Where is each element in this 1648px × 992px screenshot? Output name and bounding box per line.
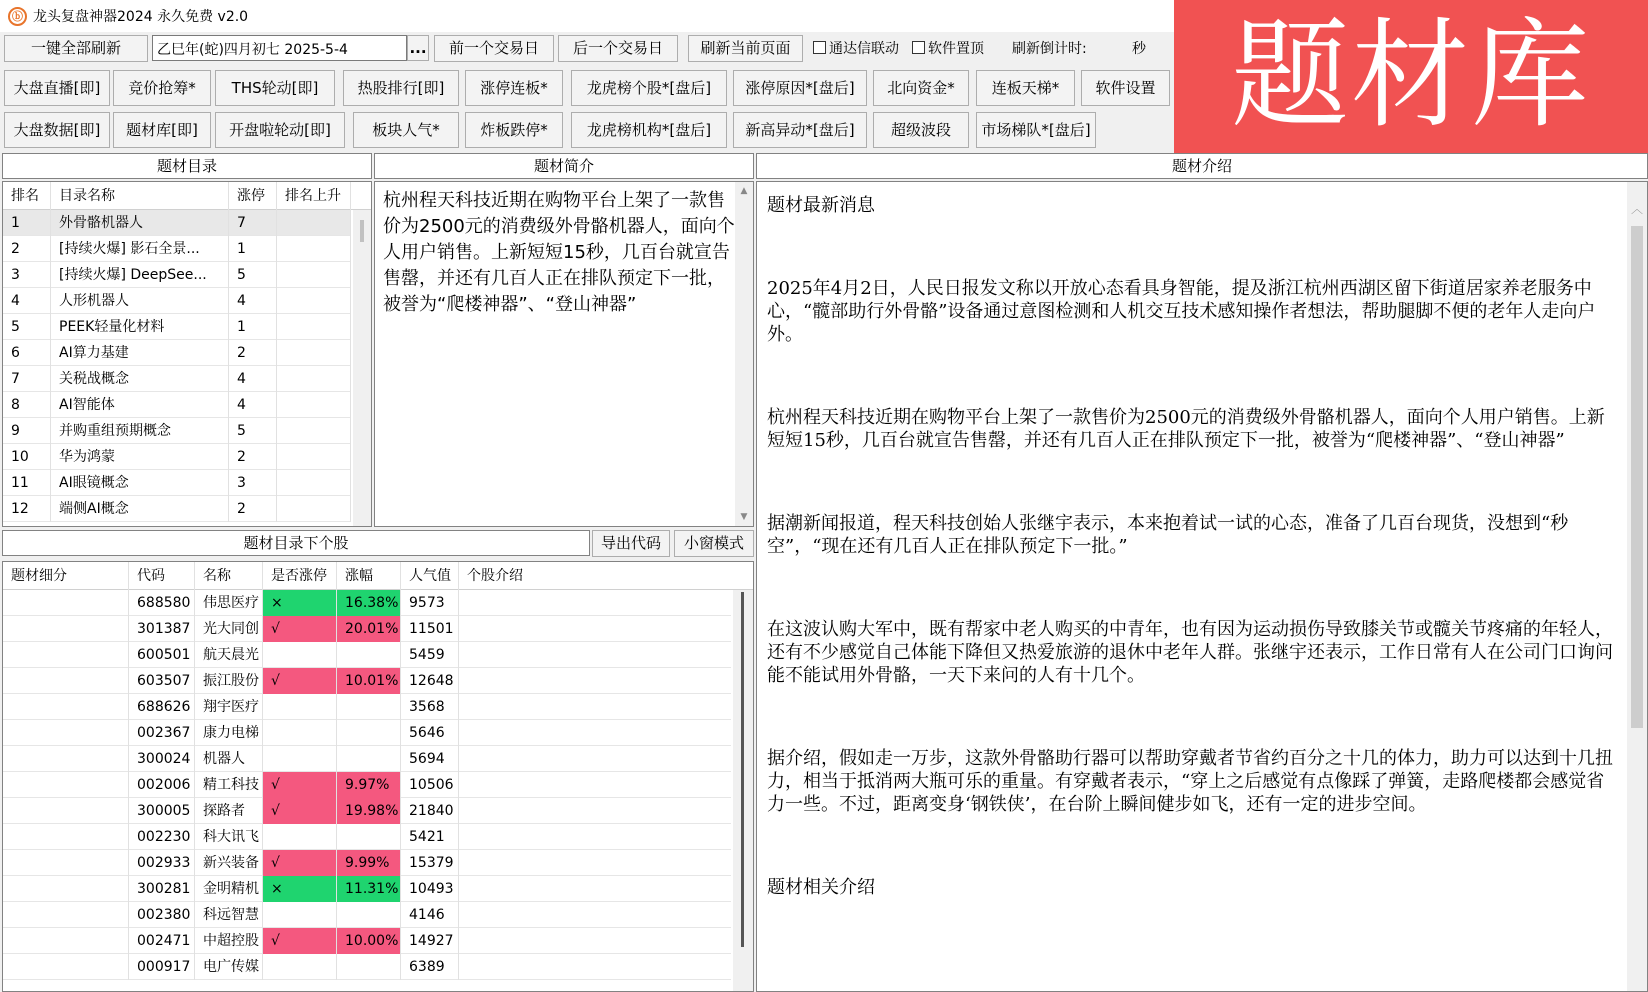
nav-row1-button-0[interactable]: 大盘直播[即] [4,70,110,106]
code-cell: 300281 [129,876,195,902]
name-cell: 人形机器人 [51,288,229,314]
code-cell: 300005 [129,798,195,824]
intro-cell [459,954,733,980]
stock-row[interactable] [3,850,731,876]
name-cell: 康力电梯 [195,720,263,746]
subtheme-cell [3,902,129,928]
stock-row[interactable] [3,798,731,824]
code-cell: 688626 [129,694,195,720]
catalog-row[interactable] [3,470,351,496]
intro-cell [459,850,733,876]
name-cell: 中超控股 [195,928,263,954]
change-cell [337,746,401,772]
stock-row[interactable] [3,616,731,642]
intro-cell [459,720,733,746]
nav-row2-button-7[interactable]: 超级波段 [873,112,969,148]
rank-cell: 5 [3,314,51,340]
limit-flag-cell: √ [263,772,337,798]
stock-row[interactable] [3,720,731,746]
tdx-link-checkbox[interactable] [813,38,899,58]
col-code[interactable]: 代码 [129,562,195,590]
stock-row[interactable] [3,746,731,772]
scroll-down-icon[interactable]: ▼ [740,512,748,522]
intro-cell [459,668,733,694]
intro-cell [459,616,733,642]
subtheme-cell [3,824,129,850]
nav-row1-button-3[interactable]: 热股排行[即] [343,70,459,106]
catalog-row[interactable] [3,262,351,288]
catalog-scrollbar[interactable] [353,210,371,527]
name-cell: [持续火爆] 影石全景... [51,236,229,262]
code-cell: 300024 [129,746,195,772]
catalog-row[interactable] [3,418,351,444]
name-cell: 机器人 [195,746,263,772]
window-title: 龙头复盘神器2024 永久免费 v2.0 [33,9,249,25]
code-cell: 002230 [129,824,195,850]
catalog-row[interactable] [3,496,351,522]
rank-cell: 4 [3,288,51,314]
name-cell: 伟思医疗 [195,590,263,616]
pin-top-label: 软件置顶 [928,41,984,57]
popularity-cell: 10506 [401,772,459,798]
rank-up-cell [277,470,351,496]
change-cell [337,694,401,720]
catalog-header: 题材目录 [2,153,372,179]
nav-row1-button-9[interactable]: 软件设置 [1081,70,1170,106]
detail-section-heading: 题材相关介绍 [767,877,875,898]
name-cell: 科大讯飞 [195,824,263,850]
change-cell: 19.98% [337,798,401,824]
change-cell [337,954,401,980]
popularity-cell: 4146 [401,902,459,928]
popularity-cell: 21840 [401,798,459,824]
limit-cell: 3 [229,470,277,496]
rank-up-cell [277,262,351,288]
refresh-all-button[interactable]: 一键全部刷新 [4,35,148,62]
limit-cell: 5 [229,262,277,288]
change-cell: 9.97% [337,772,401,798]
popularity-cell: 3568 [401,694,459,720]
limit-flag-cell [263,902,337,928]
code-cell: 002006 [129,772,195,798]
limit-flag-cell: √ [263,850,337,876]
catalog-row[interactable] [3,392,351,418]
name-cell: 华为鸿蒙 [51,444,229,470]
change-cell [337,642,401,668]
detail-paragraph: 据潮新闻报道，程天科技创始人张继宇表示，本来抱着试一试的心态，准备了几百台现货，没想到“秒空”，“现在还有几百人正在排队预定下一批。” [767,513,1569,557]
nav-row2-button-5[interactable]: 龙虎榜机构*[盘后] [571,112,727,148]
col-change[interactable]: 涨幅 [337,562,401,590]
limit-cell: 2 [229,444,277,470]
name-cell: 新兴装备 [195,850,263,876]
catalog-table[interactable] [2,181,372,527]
change-cell: 16.38% [337,590,401,616]
countdown-label: 刷新倒计时: [1012,41,1087,57]
limit-flag-cell [263,694,337,720]
change-cell: 10.01% [337,668,401,694]
rank-cell: 8 [3,392,51,418]
subtheme-cell [3,772,129,798]
catalog-row[interactable] [3,340,351,366]
col-name[interactable]: 名称 [195,562,263,590]
nav-row1-button-8[interactable]: 连板天梯* [976,70,1075,106]
limit-flag-cell [263,746,337,772]
stocks-scroll-thumb[interactable] [741,592,744,947]
nav-row1-button-6[interactable]: 涨停原因*[盘后] [733,70,867,106]
popularity-cell: 9573 [401,590,459,616]
detail-scroll-thumb[interactable] [1631,226,1643,728]
code-cell: 002471 [129,928,195,954]
subtheme-cell [3,928,129,954]
name-cell: 振江股份 [195,668,263,694]
limit-flag-cell [263,954,337,980]
name-cell: AI眼镜概念 [51,470,229,496]
popularity-cell: 10493 [401,876,459,902]
scroll-up-icon[interactable]: ︿ [1630,202,1643,216]
limit-flag-cell: √ [263,668,337,694]
stock-row[interactable] [3,772,731,798]
rank-cell: 11 [3,470,51,496]
intro-cell [459,694,733,720]
col-subtheme[interactable]: 题材细分 [3,562,129,590]
change-cell [337,824,401,850]
rank-up-cell [277,444,351,470]
name-cell: 并购重组预期概念 [51,418,229,444]
detail-paragraph: 据介绍，假如走一万步，这款外骨骼助行器可以帮助穿戴者节省约百分之十几的体力，助力可以达到十几扭力，相当于抵消两大瓶可乐的重量。有穿戴者表示，“穿上之后感觉有点像踩了弹簧，走路爬楼都会感觉省力一些。不过，距离变身‘钢铁侠’，在台阶上瞬间健步如飞，还有一定的进步空间。 [767,748,1613,815]
col-rank-up[interactable]: 排名上升 [277,182,351,210]
limit-cell: 2 [229,496,277,522]
limit-flag-cell: √ [263,798,337,824]
stock-row[interactable] [3,668,731,694]
rank-cell: 1 [3,210,51,236]
subtheme-cell [3,720,129,746]
code-cell: 000917 [129,954,195,980]
limit-cell: 7 [229,210,277,236]
limit-flag-cell: × [263,590,337,616]
intro-cell [459,902,733,928]
popularity-cell: 5694 [401,746,459,772]
nav-row2-button-0[interactable]: 大盘数据[即] [4,112,110,148]
stock-row[interactable] [3,928,731,954]
name-cell: 外骨骼机器人 [51,210,229,236]
rank-up-cell [277,288,351,314]
catalog-row[interactable] [3,444,351,470]
stocks-column-header [3,562,753,590]
code-cell: 603507 [129,668,195,694]
nav-row1-button-4[interactable]: 涨停连板* [465,70,563,106]
popularity-cell: 6389 [401,954,459,980]
name-cell: AI算力基建 [51,340,229,366]
detail-header: 题材介绍 [756,153,1648,179]
name-cell: PEEK轻量化材料 [51,314,229,340]
limit-cell: 1 [229,314,277,340]
intro-cell [459,928,733,954]
limit-cell: 1 [229,236,277,262]
popularity-cell: 11501 [401,616,459,642]
detail-panel [756,181,1648,992]
detail-paragraph: 在这波认购大军中，既有帮家中老人购买的中青年，也有因为运动损伤导致膝关节或髋关节疼痛的年轻人，还有不少感觉自己体能下降但又热爱旅游的退休中老年人群。张继宇还表示，工作日常有人在公司门口询问能不能试用外骨骼，一天下来问的人有十几个。 [767,619,1613,686]
summary-panel [374,181,754,527]
refresh-page-button[interactable]: 刷新当前页面 [688,35,803,62]
checkbox-box[interactable] [912,41,925,54]
code-cell: 002933 [129,850,195,876]
subtheme-cell [3,954,129,980]
detail-paragraph: 杭州程天科技近期在购物平台上架了一款售价为2500元的消费级外骨骼机器人，面向个人用户销售。上新短短15秒，几百台就宣告售罄，并还有几百人正在排队预定下一批，被誉为“爬楼神器”、“登山神器” [767,407,1605,451]
col-limit-flag[interactable]: 是否涨停 [263,562,337,590]
tdx-link-label: 通达信联动 [829,41,899,57]
subtheme-cell [3,876,129,902]
limit-flag-cell [263,642,337,668]
summary-scrollbar[interactable] [735,182,753,526]
limit-flag-cell [263,720,337,746]
prev-day-button[interactable]: 前一个交易日 [434,35,554,62]
stock-row[interactable] [3,642,731,668]
name-cell: 探路者 [195,798,263,824]
nav-row2-button-6[interactable]: 新高异动*[盘后] [733,112,867,148]
stock-row[interactable] [3,824,731,850]
nav-row2-button-4[interactable]: 炸板跌停* [465,112,563,148]
stock-row[interactable] [3,694,731,720]
rank-cell: 9 [3,418,51,444]
name-cell: 端侧AI概念 [51,496,229,522]
popularity-cell: 5459 [401,642,459,668]
rank-up-cell [277,340,351,366]
scroll-up-icon[interactable]: ▲ [740,186,748,196]
catalog-row[interactable] [3,314,351,340]
nav-row1-button-5[interactable]: 龙虎榜个股*[盘后] [571,70,727,106]
change-cell: 9.99% [337,850,401,876]
intro-cell [459,824,733,850]
limit-flag-cell: √ [263,928,337,954]
subtheme-cell [3,798,129,824]
limit-cell: 4 [229,366,277,392]
rank-cell: 3 [3,262,51,288]
checkbox-box[interactable] [813,41,826,54]
detail-article [767,194,1622,899]
mini-window-button[interactable]: 小窗模式 [674,530,754,557]
subtheme-cell [3,616,129,642]
col-name[interactable]: 目录名称 [51,182,229,210]
limit-flag-cell: √ [263,616,337,642]
name-cell: 金明精机 [195,876,263,902]
change-cell: 10.00% [337,928,401,954]
nav-row2-button-1[interactable]: 题材库[即] [113,112,211,148]
name-cell: 航天晨光 [195,642,263,668]
catalog-column-header [3,182,371,210]
rank-up-cell [277,314,351,340]
col-stock-intro[interactable]: 个股介绍 [467,568,523,584]
col-rank[interactable]: 排名 [3,182,51,210]
code-cell: 002367 [129,720,195,746]
module-banner: 题材库 [1174,0,1648,155]
stock-row[interactable] [3,954,731,980]
detail-section-heading: 题材最新消息 [767,195,875,216]
rank-up-cell [277,418,351,444]
rank-cell: 12 [3,496,51,522]
stocks-scrollbar[interactable] [733,590,753,991]
name-cell: 翔宇医疗 [195,694,263,720]
name-cell: 关税战概念 [51,366,229,392]
limit-cell: 5 [229,418,277,444]
nav-row1-button-1[interactable]: 竞价抢筹* [113,70,211,106]
detail-paragraph: 2025年4月2日，人民日报发文称以开放心态看具身智能，提及浙江杭州西湖区留下街道居家养老服务中心，“髋部助行外骨骼”设备通过意图检测和人机交互技术感知操作者想法，帮助腿脚不便的老年人走向户外。 [767,278,1596,345]
rank-cell: 7 [3,366,51,392]
catalog-row[interactable] [3,288,351,314]
stocks-table[interactable] [2,561,754,992]
intro-cell [459,876,733,902]
limit-cell: 2 [229,340,277,366]
name-cell: [持续火爆] DeepSee... [51,262,229,288]
change-cell [337,902,401,928]
nav-row2-button-8[interactable]: 市场梯队*[盘后] [976,112,1096,148]
catalog-scroll-thumb[interactable] [360,220,364,242]
intro-cell [459,772,733,798]
limit-cell: 4 [229,392,277,418]
date-picker-button[interactable]: ... [407,35,429,61]
rank-up-cell [277,392,351,418]
stock-row[interactable] [3,902,731,928]
code-cell: 600501 [129,642,195,668]
title-bar [0,0,1174,32]
subtheme-cell [3,668,129,694]
change-cell: 11.31% [337,876,401,902]
detail-scrollbar[interactable] [1627,182,1647,991]
code-cell: 688580 [129,590,195,616]
subtheme-cell [3,642,129,668]
rank-cell: 2 [3,236,51,262]
code-cell: 002380 [129,902,195,928]
intro-cell [459,590,733,616]
change-cell: 20.01% [337,616,401,642]
nav-row2-button-2[interactable]: 开盘啦轮动[即] [215,112,345,148]
rank-cell: 10 [3,444,51,470]
intro-cell [459,642,733,668]
name-cell: AI智能体 [51,392,229,418]
col-limit[interactable]: 涨停 [229,182,277,210]
popularity-cell: 12648 [401,668,459,694]
popularity-cell: 5421 [401,824,459,850]
rank-up-cell [277,210,351,236]
name-cell: 光大同创 [195,616,263,642]
intro-cell [459,798,733,824]
catalog-row[interactable] [3,210,351,236]
summary-text: 杭州程天科技近期在购物平台上架了一款售价为2500元的消费级外骨骼机器人，面向个人用户销售。上新短短15秒，几百台就宣告售罄，并还有几百人正在排队预定下一批，被誉为“爬楼神器”、“登山神器” [383,190,735,315]
subtheme-cell [3,694,129,720]
export-code-button[interactable]: 导出代码 [592,530,670,557]
name-cell: 精工科技 [195,772,263,798]
next-day-button[interactable]: 后一个交易日 [558,35,678,62]
rank-up-cell [277,366,351,392]
popularity-cell: 15379 [401,850,459,876]
limit-flag-cell: × [263,876,337,902]
pin-top-checkbox[interactable] [912,38,984,58]
stock-row[interactable] [3,876,731,902]
rank-cell: 6 [3,340,51,366]
summary-header: 题材简介 [374,153,754,179]
change-cell [337,720,401,746]
code-cell: 301387 [129,616,195,642]
catalog-row[interactable] [3,236,351,262]
app-logo-icon: ⓑ [8,7,27,26]
nav-row1-button-7[interactable]: 北向资金* [873,70,969,106]
stock-row[interactable] [3,590,731,616]
subtheme-cell [3,746,129,772]
intro-cell [459,746,733,772]
catalog-row[interactable] [3,366,351,392]
popularity-cell: 14927 [401,928,459,954]
popularity-cell: 5646 [401,720,459,746]
rank-up-cell [277,496,351,522]
limit-cell: 4 [229,288,277,314]
subtheme-cell [3,850,129,876]
date-field[interactable]: 乙巳年(蛇)四月初七 2025-5-4 [152,35,407,61]
nav-row1-button-2[interactable]: THS轮动[即] [215,70,335,106]
col-popularity[interactable]: 人气值 [401,562,459,590]
nav-row2-button-3[interactable]: 板块人气* [353,112,459,148]
limit-flag-cell [263,824,337,850]
stocks-header: 题材目录下个股 [2,530,590,556]
name-cell: 电广传媒 [195,954,263,980]
name-cell: 科远智慧 [195,902,263,928]
countdown-unit: 秒 [1132,41,1146,57]
rank-up-cell [277,236,351,262]
subtheme-cell [3,590,129,616]
